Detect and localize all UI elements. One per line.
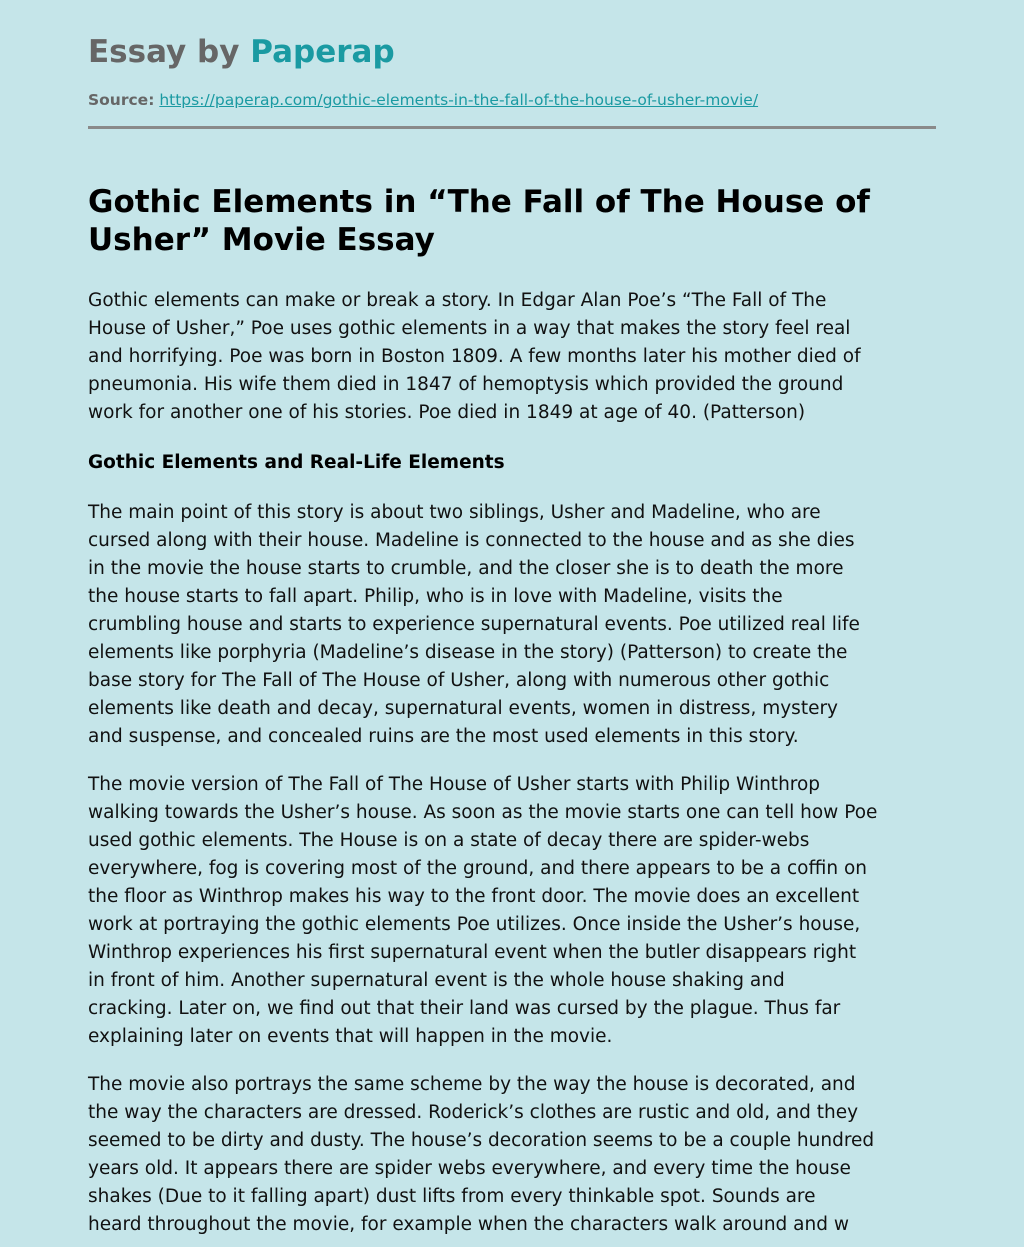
text-line: elements like death and decay, supernatural events, women in distress, mystery xyxy=(88,698,839,719)
text-line: The movie also portrays the same scheme by the way the house is decorated, and xyxy=(88,1074,856,1095)
text-line: years old. It appears there are spider webs everywhere, and every time the house xyxy=(88,1158,851,1179)
site-brand[interactable] xyxy=(88,32,936,72)
paragraph-main-point xyxy=(88,499,936,751)
text-line: the house starts to fall apart. Philip, who is in love with Madeline, visits the xyxy=(88,586,783,607)
text-line: work for another one of his stories. Poe died in 1849 at age of 40. (Patterson) xyxy=(88,402,806,423)
text-line: the way the characters are dressed. Roderick’s clothes are rustic and old, and they xyxy=(88,1102,859,1123)
text-line: walking towards the Usher’s house. As soon as the movie starts one can tell how Poe xyxy=(88,802,878,823)
text-line: and horrifying. Poe was born in Boston 1809. A few months later his mother died of xyxy=(88,346,861,367)
text-line: House of Usher,” Poe uses gothic elements in a way that makes the story feel real xyxy=(88,318,851,339)
text-line: everywhere, fog is covering most of the ground, and there appears to be a coffin on xyxy=(88,858,868,879)
text-line: work at portraying the gothic elements Poe utilizes. Once inside the Usher’s house, xyxy=(88,914,861,935)
text-line: shakes (Due to it falling apart) dust lifts from every thinkable spot. Sounds are xyxy=(88,1186,816,1207)
text-line: Winthrop experiences his first supernatural event when the butler disappears right xyxy=(88,942,857,963)
text-line: in the movie the house starts to crumble, and the closer she is to death the more xyxy=(88,558,844,579)
text-line: and suspense, and concealed ruins are the most used elements in this story. xyxy=(88,726,799,747)
header-divider xyxy=(88,126,936,129)
text-line: cursed along with their house. Madeline is connected to the house and as she dies xyxy=(88,530,855,551)
text-line: The movie version of The Fall of The House of Usher starts with Philip Winthrop xyxy=(88,774,821,795)
source-label: Source: xyxy=(88,91,155,109)
essay-page xyxy=(88,0,936,1239)
title-line: Usher” Movie Essay xyxy=(88,222,435,258)
text-line: heard throughout the movie, for example when the characters walk around and w xyxy=(88,1214,849,1235)
section-heading: Gothic Elements and Real-Life Elements xyxy=(88,452,505,473)
title-line: Gothic Elements in “The Fall of The House of xyxy=(88,184,870,220)
source-line xyxy=(88,90,936,110)
text-line: pneumonia. His wife them died in 1847 of hemoptysis which provided the ground xyxy=(88,374,844,395)
text-line: cracking. Later on, we find out that their land was cursed by the plague. Thus far xyxy=(88,998,841,1019)
article-title xyxy=(88,183,936,259)
text-line: used gothic elements. The House is on a state of decay there are spider-webs xyxy=(88,830,810,851)
text-line: Gothic elements can make or break a story. In Edgar Alan Poe’s “The Fall of The xyxy=(88,290,827,311)
text-line: in front of him. Another supernatural event is the whole house shaking and xyxy=(88,970,785,991)
paragraph-scheme xyxy=(88,1071,936,1239)
text-line: base story for The Fall of The House of Usher, along with numerous other gothic xyxy=(88,670,830,691)
text-line: elements like porphyria (Madeline’s disease in the story) (Patterson) to create the xyxy=(88,642,848,663)
source-link[interactable]: https://paperap.com/gothic-elements-in-the-fall-of-the-house-of-usher-movie/ xyxy=(159,91,759,109)
text-line: seemed to be dirty and dusty. The house’s decoration seems to be a couple hundred xyxy=(88,1130,875,1151)
paragraph-movie-version xyxy=(88,771,936,1051)
paragraph-intro xyxy=(88,287,936,427)
text-line: the floor as Winthrop makes his way to the front door. The movie does an excellent xyxy=(88,886,860,907)
text-line: crumbling house and starts to experience supernatural events. Poe utilized real life xyxy=(88,614,860,635)
brand-prefix: Essay by xyxy=(88,34,251,70)
text-line: The main point of this story is about two siblings, Usher and Madeline, who are xyxy=(88,502,821,523)
brand-name: Paperap xyxy=(250,34,395,70)
text-line: explaining later on events that will happen in the movie. xyxy=(88,1026,613,1047)
